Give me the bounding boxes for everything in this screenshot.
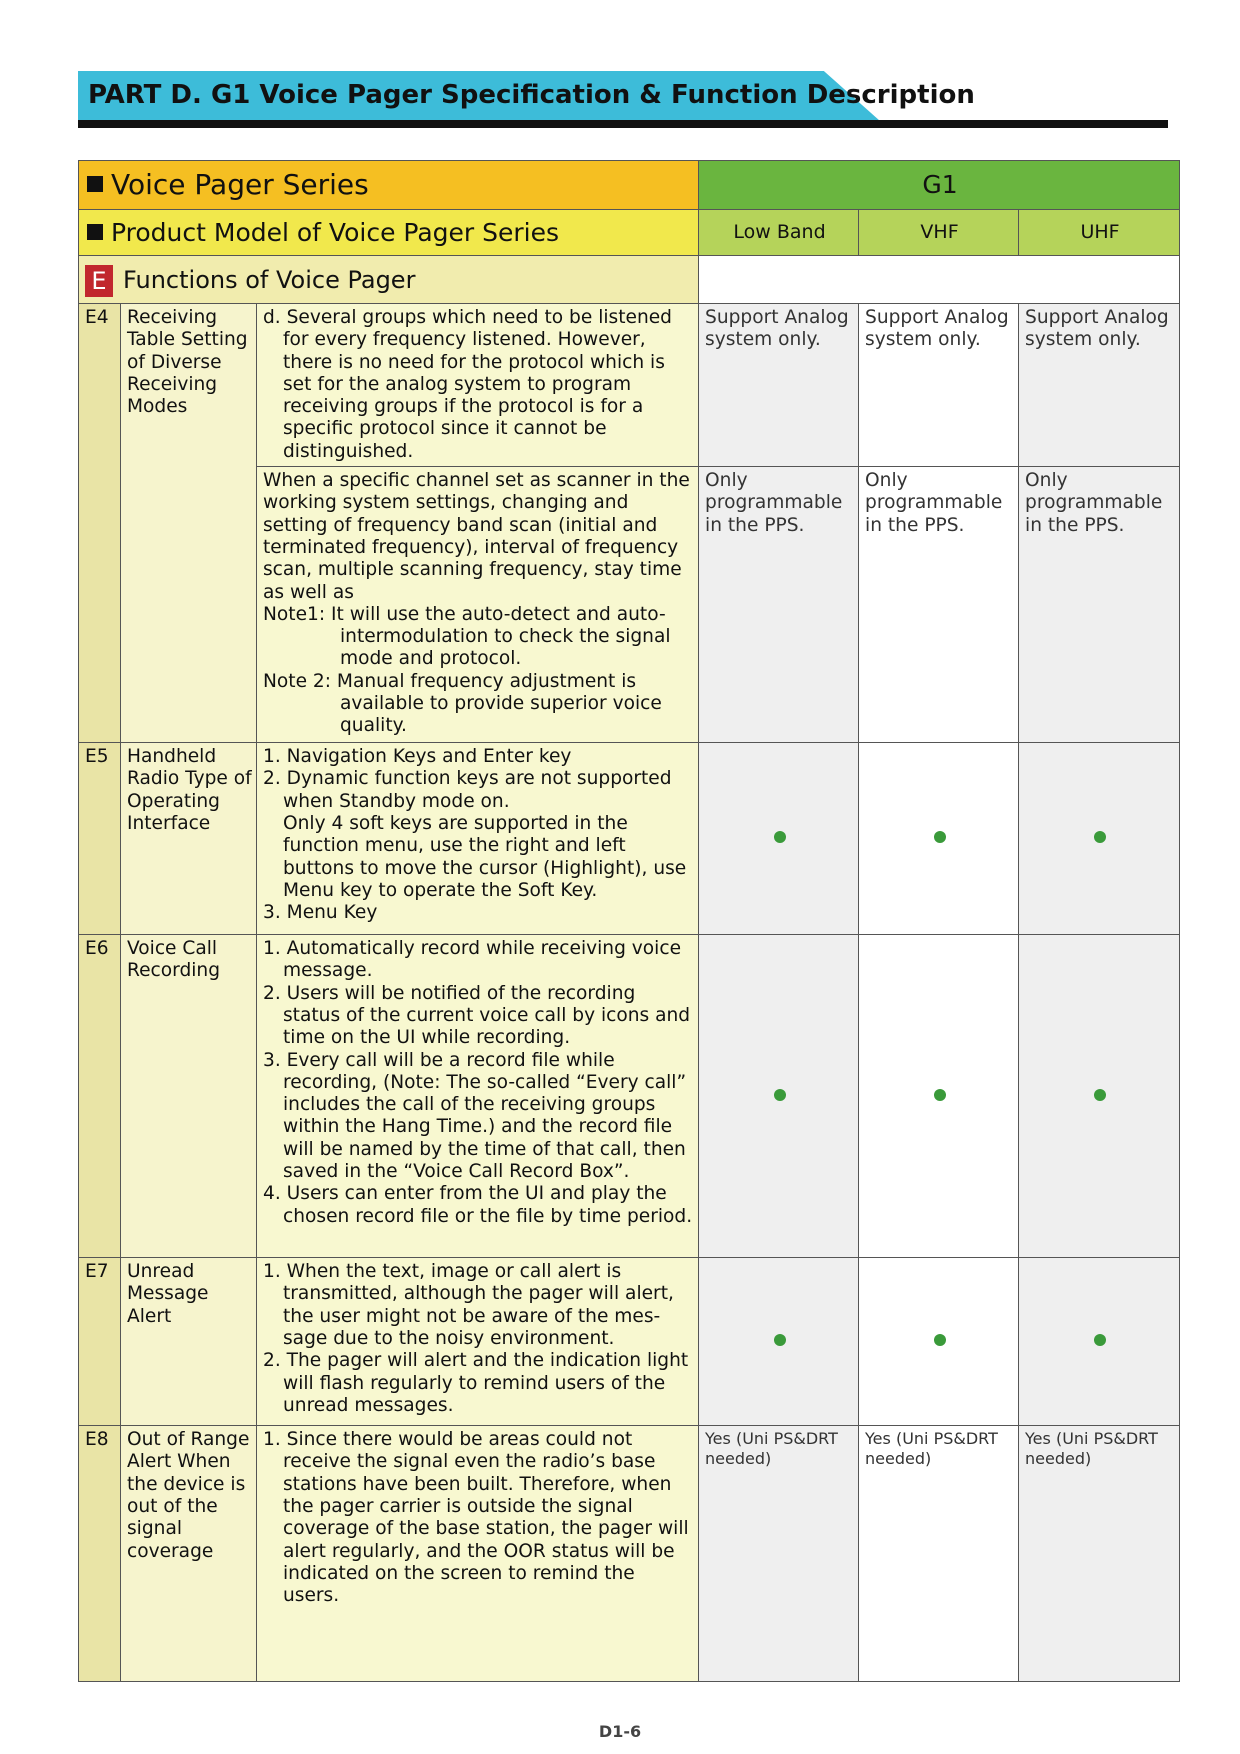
value-low-band: Yes (Uni PS&DRT needed) — [699, 1426, 859, 1682]
description-item: 2. Users will be notified of the recording status of the current voice call by icons and time on the UI while recording. — [263, 982, 691, 1049]
row-code: E7 — [79, 1258, 121, 1426]
table-row — [79, 1426, 1180, 1682]
functions-label: Functions of Voice Pager — [123, 265, 416, 294]
supported-low-band — [699, 743, 859, 935]
row-description — [257, 1258, 699, 1426]
model-label: Product Model of Voice Pager Series — [111, 217, 560, 247]
description-note: Note1: It will use the auto-detect and auto-intermodulation to check the signal mode and protocol. — [263, 603, 671, 670]
model-header — [79, 210, 699, 256]
value-uhf: Support Analog system only. — [1019, 304, 1180, 467]
description-item: 1. Automatically record while receiving voice message. — [263, 938, 682, 982]
value-vhf: Support Analog system only. — [859, 304, 1019, 467]
row-name: Unread Message Alert — [121, 1258, 257, 1426]
supported-dot-icon — [774, 1334, 786, 1346]
row-code: E4 — [79, 304, 121, 743]
description-item: When a specific channel set as scanner in the working system settings, changing and setting of frequency band scan (initial and terminated frequency), interval of frequency scan, multiple scanning frequency, stay time as well as — [263, 470, 690, 603]
value-low-band: Only programmable in the PPS. — [699, 467, 859, 743]
row-description — [257, 304, 699, 467]
value-low-band: Support Analog system only. — [699, 304, 859, 467]
band-low: Low Band — [699, 210, 859, 256]
supported-dot-icon — [934, 831, 946, 843]
row-description — [257, 1426, 699, 1682]
band-vhf: VHF — [859, 210, 1019, 256]
row-code: E5 — [79, 743, 121, 935]
description-item: d. Several groups which need to be listened for every frequency listened. However, there is no need for the protocol which is set for the analog system to program receiving groups if the protocol is for a specific protocol since it cannot be distinguished. — [263, 307, 672, 462]
row-name: Voice Call Recording — [121, 935, 257, 1258]
row-code: E8 — [79, 1426, 121, 1682]
supported-vhf — [859, 1258, 1019, 1426]
functions-blank — [699, 256, 1180, 304]
table-row — [79, 304, 1180, 467]
supported-dot-icon — [934, 1334, 946, 1346]
description-item: 1. Navigation Keys and Enter key — [263, 746, 572, 768]
series-row — [79, 161, 1180, 210]
row-description — [257, 743, 699, 935]
description-item: 1. Since there would be areas could not receive the signal even the radio’s base stations have been built. Therefore, when the pager carrier is outside the signal coverage of the base station, the pager will alert regularly, and the OOR status will be indicated on the screen to remind the users. — [263, 1429, 689, 1607]
supported-dot-icon — [1094, 1334, 1106, 1346]
description-note: Note 2: Manual frequency adjustment is available to provide superior voice quality. — [263, 670, 662, 737]
description-item: 2. Dynamic function keys are not supported when Standby mode on. — [263, 768, 672, 812]
description-item: 3. Menu Key — [263, 902, 378, 924]
supported-vhf — [859, 935, 1019, 1258]
table-row — [79, 743, 1180, 935]
supported-uhf — [1019, 935, 1180, 1258]
supported-dot-icon — [774, 1089, 786, 1101]
value-vhf: Yes (Uni PS&DRT needed) — [859, 1426, 1019, 1682]
row-description — [257, 467, 699, 743]
row-description — [257, 935, 699, 1258]
supported-dot-icon — [934, 1089, 946, 1101]
supported-vhf — [859, 743, 1019, 935]
series-label: Voice Pager Series — [111, 168, 369, 201]
square-bullet-icon — [87, 176, 103, 192]
supported-low-band — [699, 935, 859, 1258]
row-name: Out of Range Alert When the device is out of the signal coverage — [121, 1426, 257, 1682]
spec-table — [78, 160, 1180, 1682]
supported-uhf — [1019, 743, 1180, 935]
supported-dot-icon — [774, 831, 786, 843]
table-row — [79, 1258, 1180, 1426]
table-row — [79, 935, 1180, 1258]
description-item: 1. When the text, image or call alert is transmitted, although the pager will alert, the user might not be aware of the mes-sage due to the noisy environment. — [263, 1261, 674, 1349]
description-item: 3. Every call will be a record file while recording, (Note: The so-called “Every call” includes the call of the receiving groups within the Hang Time.) and the record file will be named by the time of that call, then saved in the “Voice Call Record Box”. — [263, 1049, 687, 1183]
row-name: Handheld Radio Type of Operating Interface — [121, 743, 257, 935]
value-uhf: Yes (Uni PS&DRT needed) — [1019, 1426, 1180, 1682]
model-row — [79, 210, 1180, 256]
description-item: 4. Users can enter from the UI and play the chosen record file or the file by time period. — [263, 1183, 693, 1227]
description-item: 2. The pager will alert and the indication light will flash regularly to remind users of the unread messages. — [263, 1350, 689, 1416]
page-number: D1-6 — [598, 1722, 642, 1741]
row-code: E6 — [79, 935, 121, 1258]
supported-dot-icon — [1094, 1089, 1106, 1101]
page-title: PART D. G1 Voice Pager Specification & Function Description — [88, 80, 975, 110]
value-uhf: Only programmable in the PPS. — [1019, 467, 1180, 743]
supported-uhf — [1019, 1258, 1180, 1426]
row-name: Receiving Table Setting of Diverse Receiving Modes — [121, 304, 257, 743]
square-bullet-icon — [87, 224, 103, 240]
product-g1-header: G1 — [699, 161, 1180, 210]
value-vhf: Only programmable in the PPS. — [859, 467, 1019, 743]
supported-dot-icon — [1094, 831, 1106, 843]
band-uhf: UHF — [1019, 210, 1180, 256]
header-rule — [78, 120, 1168, 128]
series-header — [79, 161, 699, 210]
description-item: Only 4 soft keys are supported in the function menu, use the right and left buttons to move the cursor (Highlight), use Menu key to operate the Soft Key. — [283, 812, 687, 901]
supported-low-band — [699, 1258, 859, 1426]
functions-row — [79, 256, 1180, 304]
functions-header — [79, 256, 699, 304]
section-e-badge: E — [85, 265, 113, 297]
